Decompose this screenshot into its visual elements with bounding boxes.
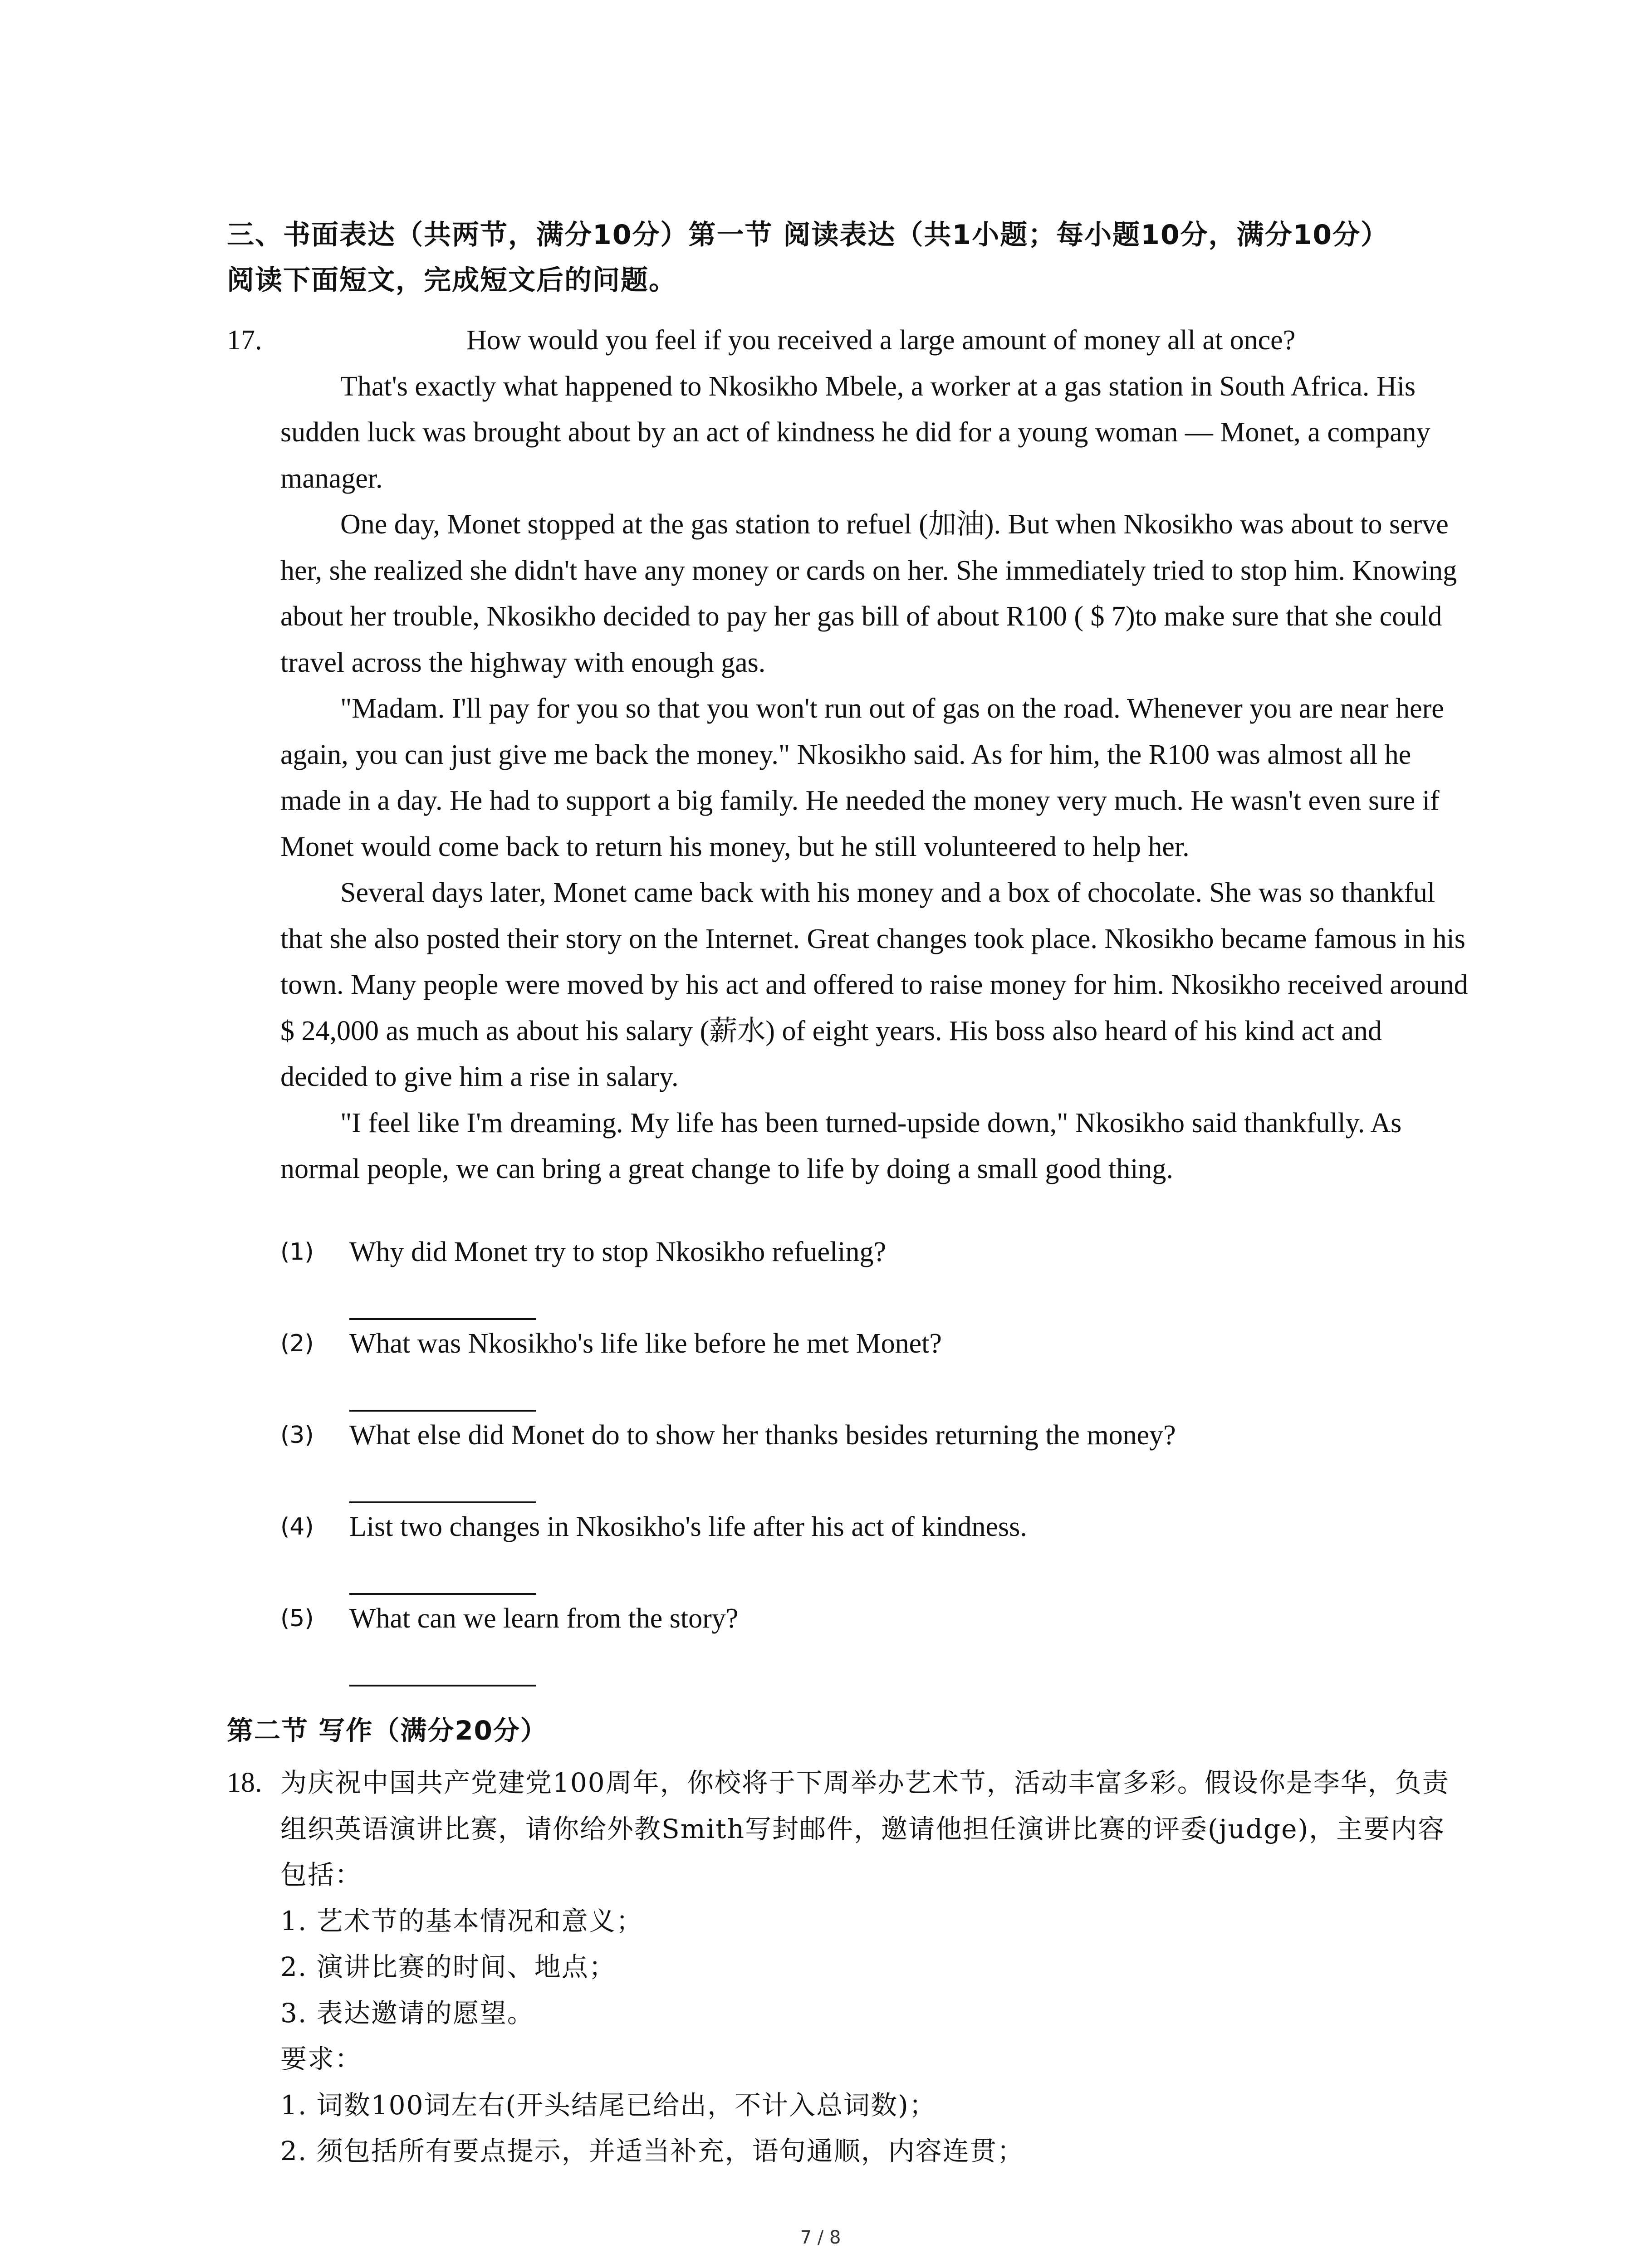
subquestion-number: (2) [280,1330,314,1357]
subquestion-text: Why did Monet try to stop Nkosikho refueling? [349,1237,886,1267]
answer-blank[interactable] [349,1318,536,1320]
question-18 [227,1760,1470,2175]
question-number: 17. [227,325,262,356]
answer-blank[interactable] [349,1410,536,1412]
passage-paragraph: That's exactly what happened to Nkosikho Mbele, a worker at a gas station in South Africa. His sudden luck was brought about by an act of kindness he did for a young woman — Monet, a company manager. [280,371,1430,494]
passage-paragraph: "Madam. I'll pay for you so that you won't run out of gas on the road. Whenever you are near here again, you can just give me back the money." Nkosikho said. As for him, the R100 was almost all he made in a day. He had to support a big family. He needed the money very much. He wasn't even sure if Monet would come back to return his money, but he still volunteered to help her. [280,693,1444,862]
passage-paragraph: "I feel like I'm dreaming. My life has been turned-upside down," Nkosikho said thankfully. As normal people, we can bring a great change to life by doing a small good thing. [280,1107,1402,1184]
requirement-item: 2. 须包括所有要点提示，并适当补充，语句通顺，内容连贯； [280,2136,1024,2166]
page-number: 7 / 8 [800,2227,841,2248]
subquestion-number: (3) [280,1422,314,1449]
answer-blank[interactable] [349,1501,536,1503]
section-heading [227,212,1474,303]
requirements-title: 要求： [280,2043,362,2074]
passage-paragraph: Several days later, Monet came back with his money and a box of chocolate. She was so thankful that she also posted their story on the Internet. Great changes took place. Nkosikho became famous in his town. Many people were moved by his act and offered to raise money for him. Nkosikho received around $ 24,000 as much as about his salary (薪水) of eight years. His boss also heard of his kind act and decided to give him a rise in salary. [280,877,1468,1092]
question-number: 18. [227,1767,262,1798]
question-17 [227,318,1470,1193]
subquestion-number: (1) [280,1238,314,1266]
subquestion-number: (5) [280,1605,314,1632]
writing-prompt: 为庆祝中国共产党建党100周年，你校将于下周举办艺术节，活动丰富多彩。假设你是李华，负责组织英语演讲比赛，请你给外教Smith写封邮件，邀请他担任演讲比赛的评委(judge)，主要内容包括： [280,1767,1450,1890]
passage-paragraph: How would you feel if you received a large amount of money all at once? [466,325,1296,356]
section-title-line1: 三、书面表达（共两节，满分10分）第一节 阅读表达（共1小题；每小题10分，满分10分） [227,219,1389,251]
passage-paragraph: One day, Monet stopped at the gas station to refuel (加油). But when Nkosikho was about to serve her, she realized she didn't have any money or cards on her. She immediately tried to stop him. Knowing about her trouble, Nkosikho decided to pay her gas bill of about R100 ( $ 7)to make sure that she could travel across the highway with enough gas. [280,509,1457,678]
subquestion-text: List two changes in Nkosikho's life after his act of kindness. [349,1511,1027,1542]
section-title-line2: 阅读下面短文，完成短文后的问题。 [227,264,677,296]
subquestion-text: What was Nkosikho's life like before he met Monet? [349,1328,942,1359]
subquestion-text: What else did Monet do to show her thanks besides returning the money? [349,1420,1176,1451]
answer-blank[interactable] [349,1593,536,1595]
content-point: 2. 演讲比赛的时间、地点； [280,1951,616,1982]
content-point: 1. 艺术节的基本情况和意义； [280,1905,643,1936]
answer-blank[interactable] [349,1685,536,1686]
content-point: 3. 表达邀请的愿望。 [280,1997,534,2028]
subquestion-text: What can we learn from the story? [349,1603,739,1634]
subquestion-number: (4) [280,1513,314,1540]
section2-title: 第二节 写作（满分20分） [227,1715,548,1746]
requirement-item: 1. 词数100词左右(开头结尾已给出，不计入总词数)； [280,2089,936,2121]
